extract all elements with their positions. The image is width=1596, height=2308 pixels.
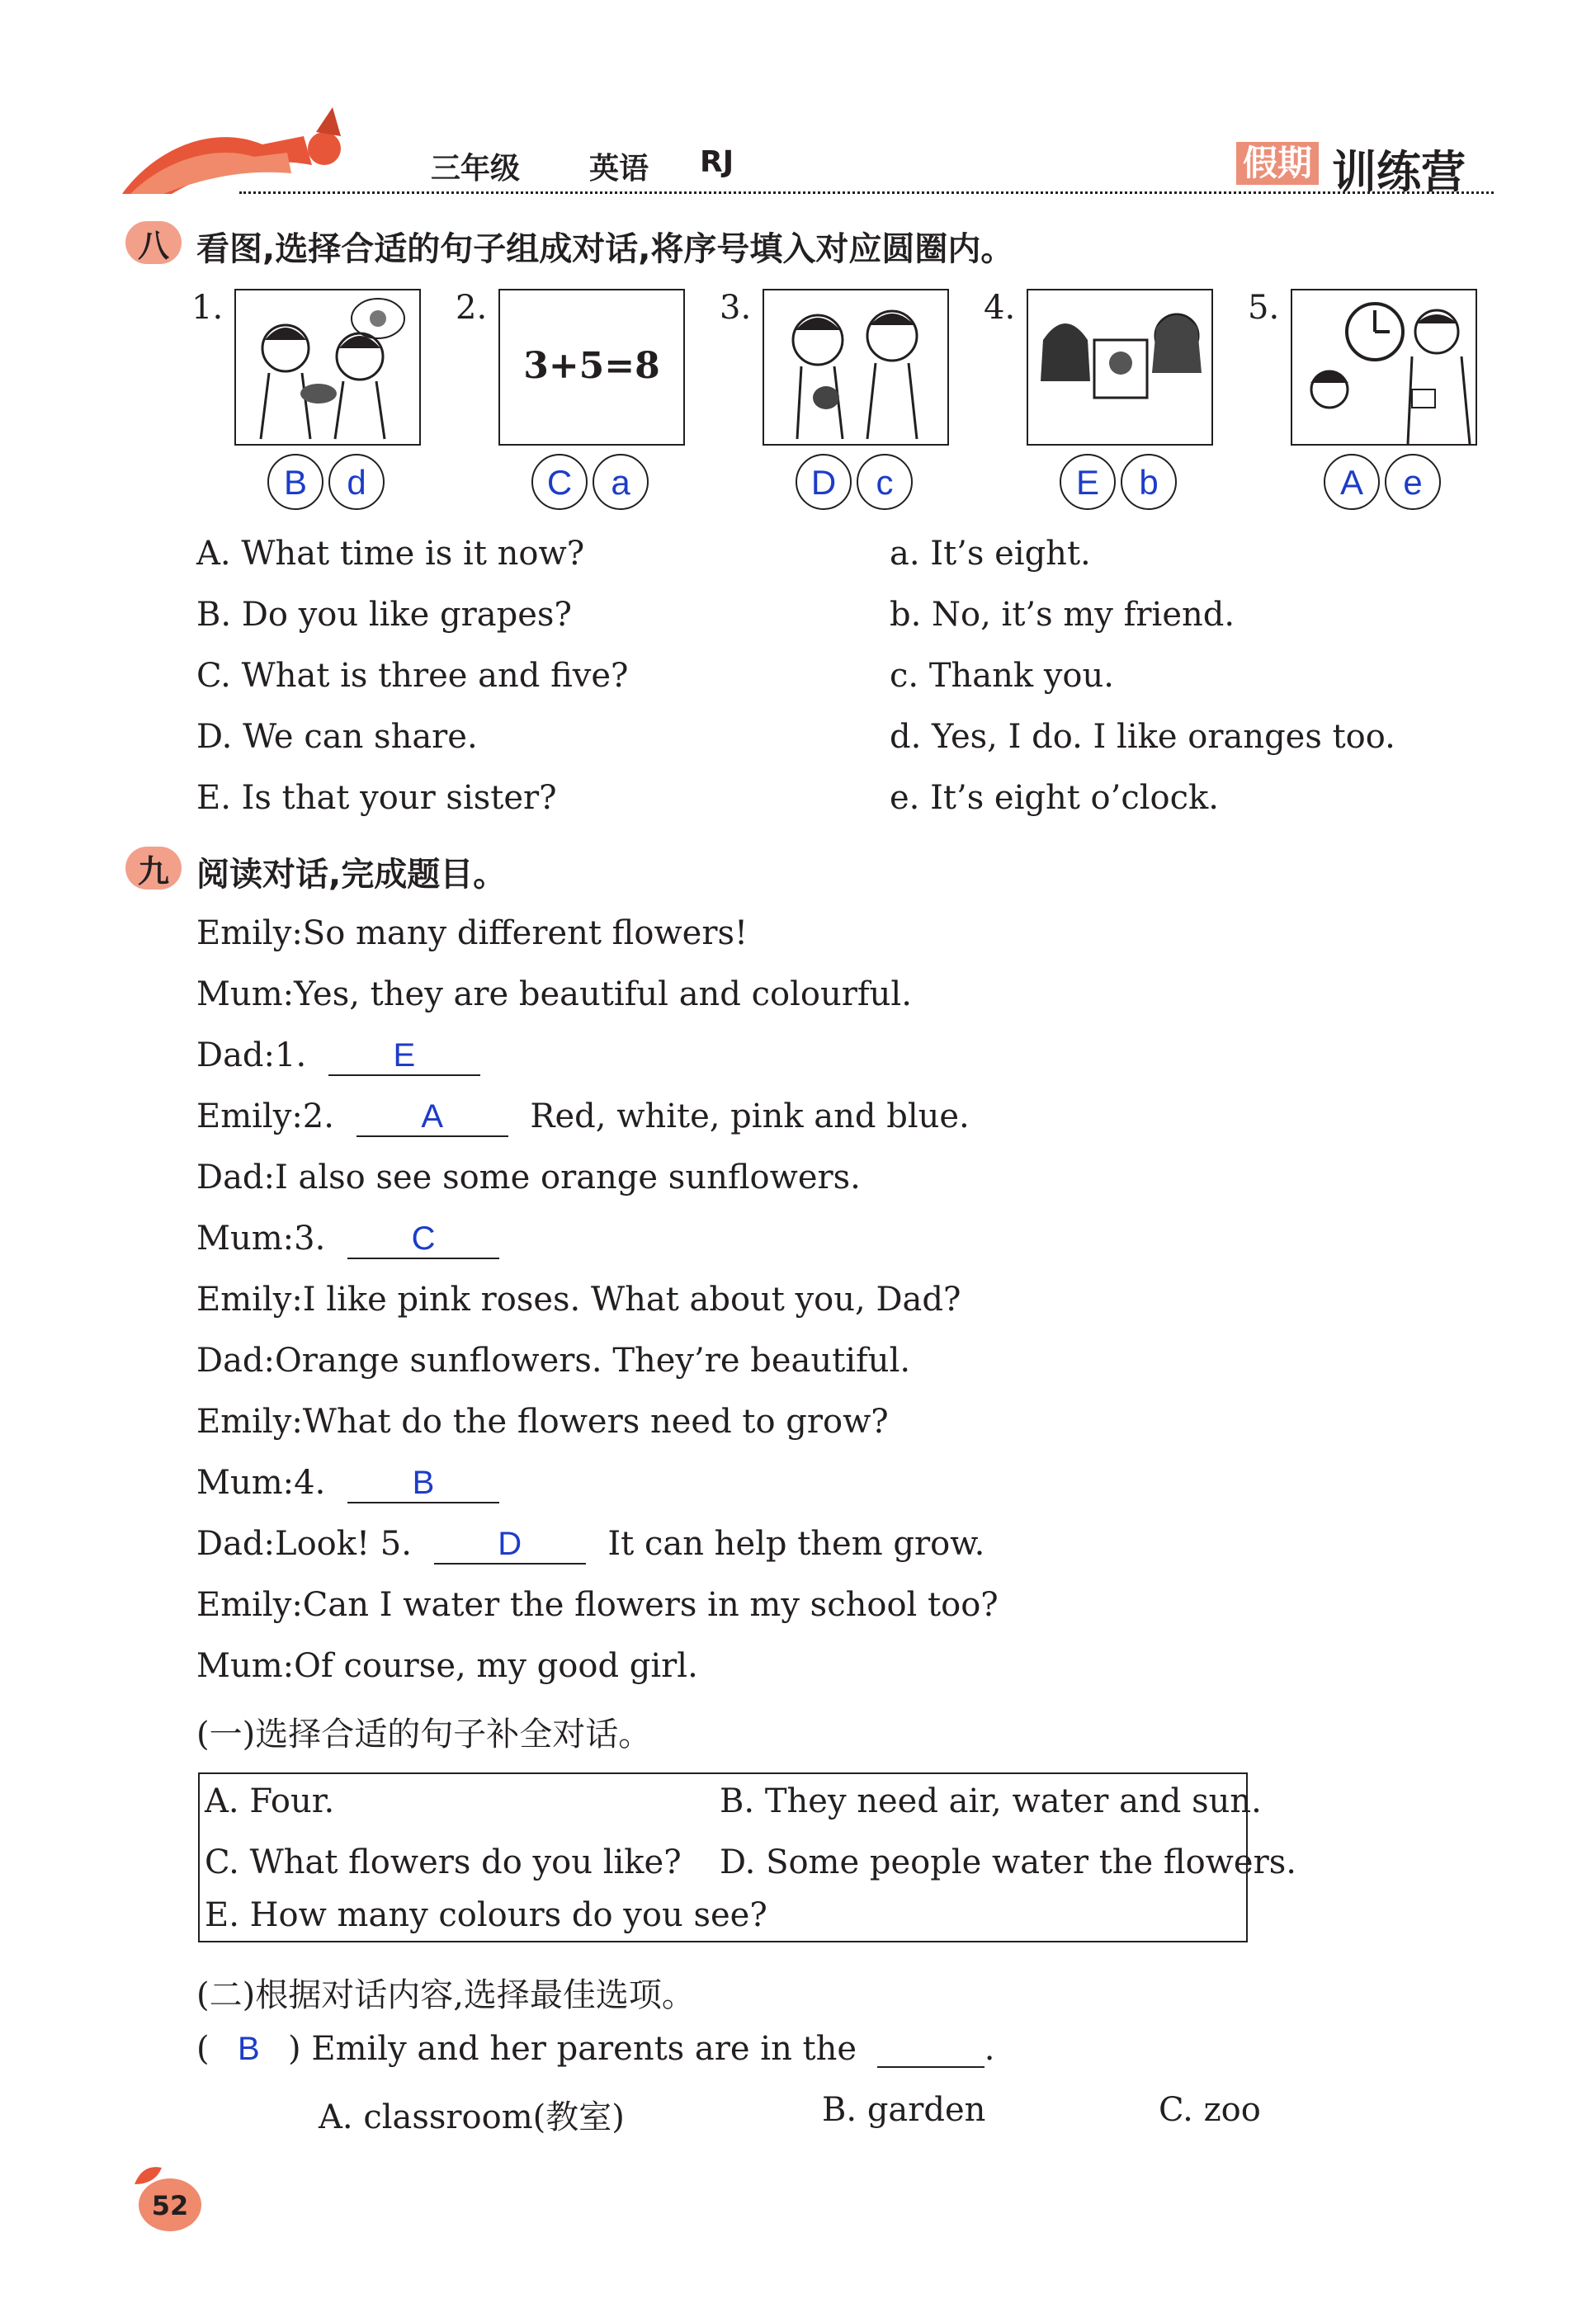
dialogue-line [196, 1097, 970, 1137]
box-option: E. How many colours do you see? [205, 1896, 767, 1934]
option-right: d. Yes, I do. I like oranges too. [890, 718, 1395, 756]
option-right: a. It’s eight. [890, 535, 1091, 573]
answer-circle[interactable]: b [1121, 454, 1177, 510]
box-option: D. Some people water the flowers. [720, 1843, 1296, 1881]
header-subject: 英语 [589, 152, 649, 186]
dialogue-line: Emily:So many different flowers! [196, 914, 748, 952]
answer-blank[interactable]: E [328, 1037, 480, 1076]
dialogue-line [196, 1220, 499, 1259]
header-rule [239, 191, 1494, 194]
choice: C. zoo [1159, 2091, 1261, 2129]
clock-teacher-image [1291, 289, 1477, 446]
header-decoration-logo [122, 99, 370, 198]
dialogue-line: Emily:I like pink roses. What about you, Dad? [196, 1281, 961, 1319]
dialogue-rest: Red, white, pink and blue. [530, 1097, 970, 1135]
dialogue-speaker: Mum:4. [196, 1464, 326, 1502]
girls-with-photo-image [1027, 289, 1213, 446]
paren-close: ) [288, 2030, 301, 2068]
section-9-badge: 九 [125, 847, 182, 890]
answer-circle[interactable]: D [796, 454, 852, 510]
dialogue-speaker: Dad:1. [196, 1036, 307, 1074]
option-left: D. We can share. [196, 718, 478, 756]
picture-number: 2. [456, 289, 488, 327]
box-option: B. They need air, water and sun. [720, 1782, 1262, 1820]
answer-circle[interactable]: B [267, 454, 323, 510]
question-blank[interactable] [877, 2033, 985, 2068]
option-right: c. Thank you. [890, 657, 1114, 695]
dialogue-line: Dad:I also see some orange sunflowers. [196, 1159, 861, 1196]
page-number: 52 [151, 2190, 189, 2221]
answer-circle[interactable]: a [593, 454, 649, 510]
dialogue-speaker: Dad:Look! 5. [196, 1525, 412, 1563]
brand-text: 训练营 [1332, 146, 1466, 198]
brand-box: 假期 [1236, 142, 1319, 185]
answer-blank[interactable]: A [357, 1098, 508, 1137]
question-end: . [984, 2030, 995, 2068]
picture-number: 1. [191, 289, 224, 327]
answer-circle[interactable]: C [531, 454, 588, 510]
dialogue-line: Emily:What do the flowers need to grow? [196, 1403, 889, 1441]
part-2-title: (二)根据对话内容,选择最佳选项。 [196, 1976, 695, 2014]
leaf-icon [130, 2164, 163, 2188]
picture-number: 4. [984, 289, 1016, 327]
dialogue-line [196, 1525, 985, 1565]
answer-blank[interactable]: D [434, 1526, 586, 1565]
box-option: A. Four. [205, 1782, 335, 1820]
page-number-badge [139, 2178, 201, 2231]
dialogue-line: Mum:Of course, my good girl. [196, 1647, 698, 1685]
paren-open: ( [196, 2030, 210, 2068]
answer-field[interactable]: B [237, 2031, 260, 2067]
answer-circle[interactable]: e [1385, 454, 1441, 510]
header-grade: 三年级 [431, 152, 521, 186]
dialogue-line: Emily:Can I water the flowers in my school too? [196, 1586, 999, 1624]
options-box [198, 1772, 1296, 1942]
dialogue-rest: It can help them grow. [607, 1525, 985, 1563]
dialogue-line: Dad:Orange sunflowers. They’re beautiful. [196, 1342, 911, 1380]
answer-circle[interactable]: d [328, 454, 385, 510]
option-left: E. Is that your sister? [196, 779, 557, 817]
question-stem: Emily and her parents are in the [311, 2030, 857, 2068]
dialogue-speaker: Emily:2. [196, 1097, 334, 1135]
option-left: A. What time is it now? [196, 535, 585, 573]
section-8-title: 看图,选择合适的句子组成对话,将序号填入对应圆圈内。 [196, 230, 1014, 268]
answer-blank[interactable]: C [347, 1220, 499, 1259]
box-option: C. What flowers do you like? [205, 1843, 682, 1881]
two-boys-sharing-image [763, 289, 949, 446]
choice: B. garden [822, 2091, 986, 2129]
option-left: B. Do you like grapes? [196, 596, 572, 634]
two-girls-grapes-image [234, 289, 421, 446]
section-9-title: 阅读对话,完成题目。 [196, 856, 507, 894]
math-equation-image [498, 289, 685, 446]
header-edition: RJ [700, 145, 734, 179]
section-8-badge: 八 [125, 221, 182, 264]
picture-number: 3. [720, 289, 752, 327]
option-right: b. No, it’s my friend. [890, 596, 1235, 634]
option-right: e. It’s eight o’clock. [890, 779, 1219, 817]
choice: A. classroom(教室) [319, 2098, 625, 2136]
answer-circle[interactable]: c [857, 454, 913, 510]
dialogue-speaker: Mum:3. [196, 1220, 326, 1258]
answer-circle[interactable]: E [1060, 454, 1116, 510]
dialogue-line [196, 1464, 499, 1503]
part-1-title: (一)选择合适的句子补全对话。 [196, 1716, 652, 1753]
dialogue-line: Mum:Yes, they are beautiful and colourful. [196, 975, 912, 1013]
dialogue-line [196, 1036, 480, 1076]
equation-text: 3+5=8 [523, 345, 660, 387]
answer-blank[interactable]: B [347, 1465, 499, 1503]
picture-number: 5. [1248, 289, 1280, 327]
question-1 [196, 2030, 995, 2068]
option-left: C. What is three and five? [196, 657, 629, 695]
answer-circle[interactable]: A [1324, 454, 1380, 510]
